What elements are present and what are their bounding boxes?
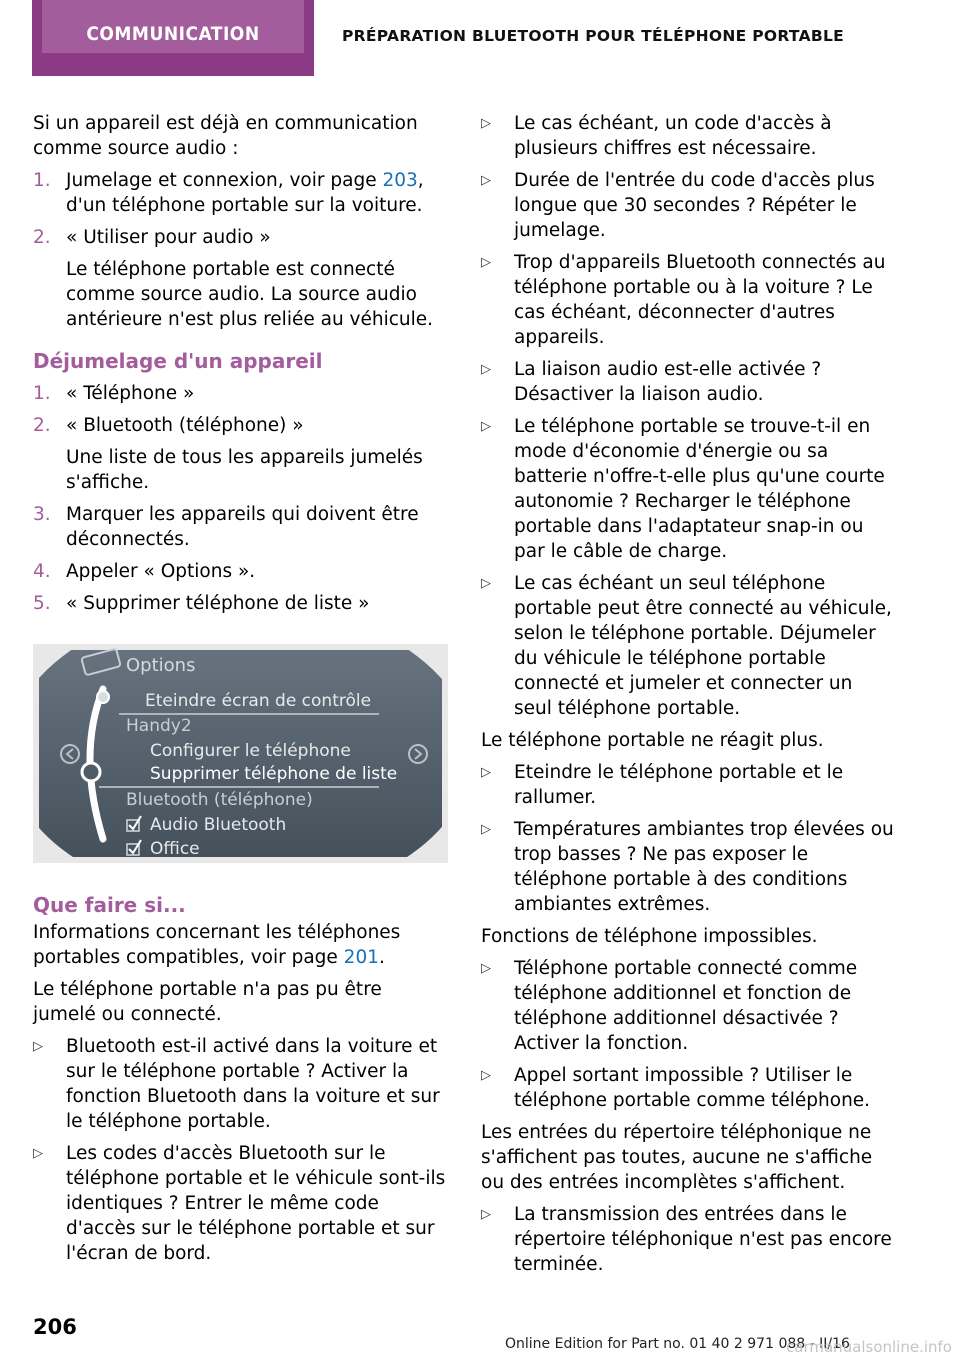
list-item: ▷ Durée de l'entrée du code d'accès plus longue que 30 secondes ? Répéter le jumelage.	[481, 170, 875, 241]
step-item: 5. « Supprimer téléphone de liste »	[33, 593, 370, 614]
step-item: 1. Jumelage et connexion, voir page 203, d'un téléphone portable sur la voiture.	[33, 170, 424, 216]
triangle-bullet-icon: ▷	[481, 362, 491, 377]
page-link-201[interactable]: 201	[343, 947, 379, 968]
bullet-list	[481, 111, 896, 721]
page-number: 206	[33, 1315, 77, 1339]
compat-info: Informations concernant les téléphones portables compatibles, voir page 201.	[33, 922, 401, 968]
step-number: 2.	[33, 227, 51, 248]
triangle-bullet-icon: ▷	[481, 961, 491, 976]
list-item: ▷ Le téléphone portable se trouve-t-il en mode d'économie d'énergie ou sa batterie n'offre-t-elle plus qu'une courte autonomie ? Recharger le téléphone portable dans l'adaptateur snap-in ou par le câble de charge.	[481, 416, 885, 562]
heading-troubleshoot: Que faire si...	[33, 893, 186, 917]
triangle-bullet-icon: ▷	[481, 419, 491, 434]
problem-text: Fonctions de téléphone impossibles.	[481, 926, 818, 947]
selection-knob-icon	[82, 763, 100, 781]
left-column	[33, 111, 448, 1273]
problem-text: Le téléphone portable ne réagit plus.	[481, 730, 824, 751]
menu-item: Office	[150, 839, 200, 859]
list-item: ▷ Eteindre le téléphone portable et le rallumer.	[481, 762, 844, 808]
triangle-bullet-icon: ▷	[481, 116, 491, 131]
triangle-bullet-icon: ▷	[481, 255, 491, 270]
step-item: 2. « Bluetooth (téléphone) » Une liste de tous les appareils jumelés s'affiche.	[33, 413, 448, 495]
watermark: carmanualsonline.info	[786, 1338, 952, 1356]
screen-title: Options	[126, 655, 196, 676]
step-item: 2. « Utiliser pour audio » Le téléphone portable est connecté comme source audio. La source audio antérieure n'est plus reliée au véhicule.	[33, 225, 448, 332]
chapter-title: COMMUNICATION	[42, 0, 304, 53]
audio-source-steps	[33, 168, 448, 332]
display-screenshot	[33, 644, 448, 863]
menu-item: Configurer le téléphone	[150, 741, 351, 761]
menu-item-selected: Supprimer téléphone de liste	[150, 764, 398, 784]
triangle-bullet-icon: ▷	[481, 173, 491, 188]
edition-footer: Online Edition for Part no. 01 40 2 971 088 - II/16	[505, 1336, 850, 1352]
triangle-bullet-icon: ▷	[33, 1039, 43, 1054]
bullet-list	[481, 760, 896, 917]
step-number: 1.	[33, 170, 51, 191]
bullet-list	[481, 1202, 896, 1277]
menu-item: Bluetooth (téléphone)	[126, 790, 313, 810]
list-item: ▷ Appel sortant impossible ? Utiliser le téléphone portable comme téléphone.	[481, 1065, 871, 1111]
step-item: 3. Marquer les appareils qui doivent être déconnectés.	[33, 504, 419, 550]
step-detail: Une liste de tous les appareils jumelés s'affiche.	[66, 447, 423, 493]
triangle-bullet-icon: ▷	[33, 1146, 43, 1161]
intro-text: Si un appareil est déjà en communication comme source audio :	[33, 113, 418, 159]
menu-item: Handy2	[126, 716, 192, 736]
menu-item: Audio Bluetooth	[150, 815, 287, 835]
list-item: ▷ Le cas échéant un seul téléphone portable peut être connecté au véhicule, selon le téléphone portable. Déjumeler du véhicule le téléphone portable connecté et jumeler et connecter un seul téléphone portable.	[481, 573, 892, 719]
scroll-knob-icon	[97, 691, 109, 703]
bullet-list	[33, 1034, 448, 1266]
triangle-bullet-icon: ▷	[481, 576, 491, 591]
triangle-bullet-icon: ▷	[481, 822, 491, 837]
list-item: ▷ Les codes d'accès Bluetooth sur le téléphone portable et le véhicule sont-ils identiques ? Entrer le même code d'accès sur le téléphone portable et sur l'écran de bord.	[33, 1143, 446, 1264]
bullet-list	[481, 956, 896, 1113]
triangle-bullet-icon: ▷	[481, 765, 491, 780]
triangle-bullet-icon: ▷	[481, 1068, 491, 1083]
problem-text: Les entrées du répertoire téléphonique ne s'affichent pas toutes, aucune ne s'affiche ou des entrées incomplètes s'affichent.	[481, 1122, 873, 1193]
list-item: ▷ Températures ambiantes trop élevées ou trop basses ? Ne pas exposer le téléphone portable à des conditions ambiantes extrêmes.	[481, 819, 894, 915]
list-item: ▷ Bluetooth est-il activé dans la voiture et sur le téléphone portable ? Activer la fonction Bluetooth dans la voiture et sur le téléphone portable.	[33, 1036, 440, 1132]
list-item: ▷ Le cas échéant, un code d'accès à plusieurs chiffres est nécessaire.	[481, 113, 832, 159]
list-item: ▷ Trop d'appareils Bluetooth connectés au téléphone portable ou à la voiture ? Le cas échéant, déconnecter d'autres appareils.	[481, 252, 886, 348]
step-item: 4. Appeler « Options ».	[33, 561, 256, 582]
list-item: ▷ La transmission des entrées dans le répertoire téléphonique n'est pas encore terminée.	[481, 1204, 892, 1275]
step-detail: Le téléphone portable est connecté comme source audio. La source audio antérieure n'est plus reliée au véhicule.	[66, 259, 434, 330]
problem-text: Le téléphone portable n'a pas pu être jumelé ou connecté.	[33, 979, 382, 1025]
list-item: ▷ La liaison audio est-elle activée ? Désactiver la liaison audio.	[481, 359, 822, 405]
list-item: ▷ Téléphone portable connecté comme téléphone additionnel et fonction de téléphone additionnel désactivée ? Activer la fonction.	[481, 958, 858, 1054]
heading-unpair: Déjumelage d'un appareil	[33, 349, 323, 373]
page-link-203[interactable]: 203	[382, 170, 418, 191]
section-title: PRÉPARATION BLUETOOTH POUR TÉLÉPHONE PORTABLE	[342, 27, 845, 45]
chapter-tab	[32, 0, 314, 76]
step-item: 1. « Téléphone »	[33, 383, 195, 404]
unpair-steps	[33, 381, 448, 616]
menu-item: Eteindre écran de contrôle	[145, 691, 372, 711]
triangle-bullet-icon: ▷	[481, 1207, 491, 1222]
right-column	[481, 111, 896, 1284]
